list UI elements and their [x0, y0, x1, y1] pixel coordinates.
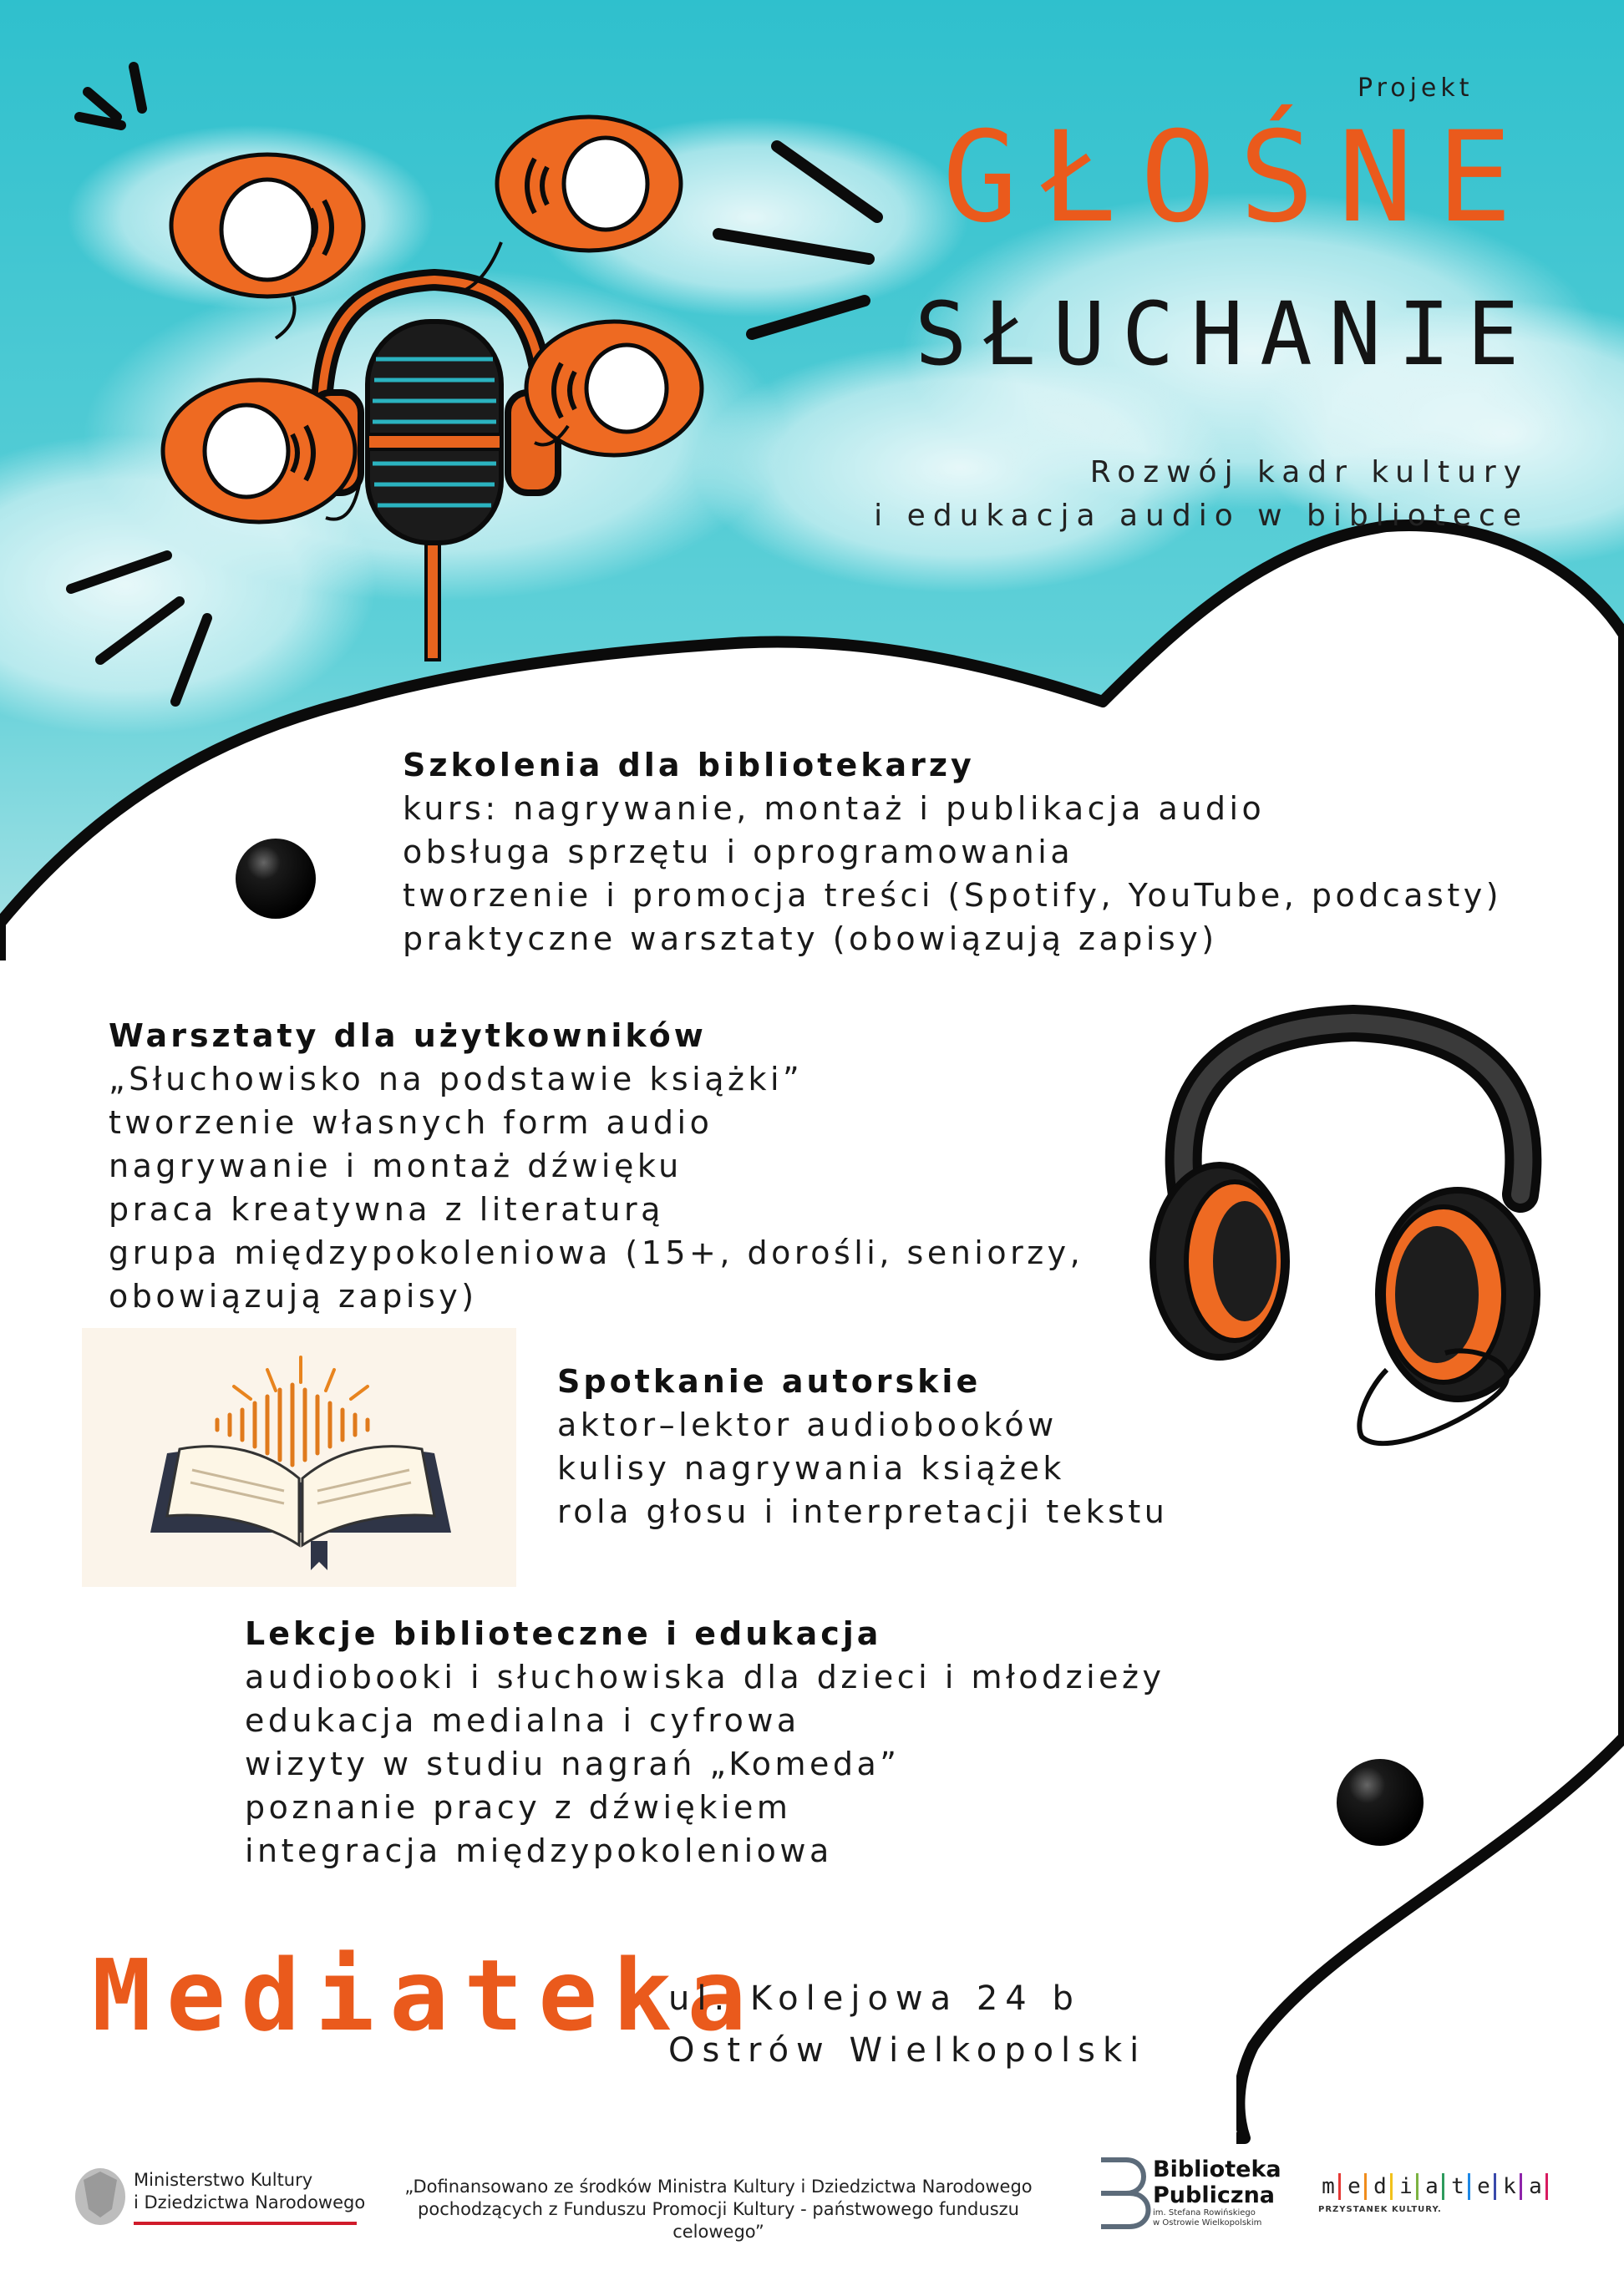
mediateka-logo-letter: a [1422, 2173, 1444, 2200]
section-librarians [403, 743, 1502, 960]
list-item: obowiązują zapisy) [109, 1278, 478, 1315]
ministry-name-line-1: Ministerstwo Kultury [134, 2170, 313, 2190]
title-line-2: SŁUCHANIE [915, 283, 1536, 385]
mediateka-logo-letter: e [1344, 2173, 1367, 2200]
list-item: edukacja medialna i cyfrowa [245, 1702, 800, 1739]
section-title: Warsztaty dla użytkowników [109, 1017, 707, 1054]
mediateka-logo [1318, 2173, 1552, 2214]
mediateka-logo-letter: m [1318, 2173, 1341, 2200]
library-logo [1153, 2157, 1281, 2228]
mediateka-logo-letter: i [1396, 2173, 1418, 2200]
mediateka-logo-letter: a [1525, 2173, 1548, 2200]
venue-name: Mediateka [92, 1938, 762, 2053]
list-item: poznanie pracy z dźwiękiem [245, 1789, 792, 1826]
bubble-woman [171, 155, 363, 297]
book-illustration [82, 1328, 516, 1587]
list-item: tworzenie i promocja treści (Spotify, YouTube, podcasty) [403, 877, 1503, 914]
section-lessons [245, 1612, 1165, 1873]
bubble-girl [497, 117, 681, 251]
mediateka-logo-letter: k [1500, 2173, 1522, 2200]
list-item: grupa międzypokoleniowa (15+, dorośli, seniorzy, [109, 1234, 1084, 1271]
tagline-line-1: Rozwój kadr kultury [1089, 455, 1529, 489]
list-item: praktyczne warsztaty (obowiązują zapisy) [403, 920, 1218, 957]
bubble-boy [526, 322, 702, 455]
list-item: rola głosu i interpretacji tekstu [557, 1493, 1169, 1530]
mediateka-logo-letters [1318, 2173, 1552, 2200]
section-title: Szkolenia dla bibliotekarzy [403, 747, 975, 783]
title-line-1: GŁOŚNE [942, 105, 1535, 251]
list-item: integracja międzypokoleniowa [245, 1832, 833, 1869]
list-item: tworzenie własnych form audio [109, 1104, 713, 1141]
list-item: aktor–lektor audiobooków [557, 1406, 1058, 1443]
list-item: kurs: nagrywanie, montaż i publikacja audio [403, 790, 1266, 827]
bubble-man [163, 380, 355, 522]
list-item: wizyty w studiu nagrań „Komeda” [245, 1746, 901, 1782]
section-title: Spotkanie autorskie [557, 1363, 982, 1400]
tagline-line-2: i edukacja audio w bibliotece [874, 499, 1529, 533]
list-item: kulisy nagrywania książek [557, 1450, 1065, 1487]
funding-note [372, 2176, 1065, 2243]
funding-line-1: „Dofinansowano ze środków Ministra Kultury i Dziedzictwa Narodowego [404, 2177, 1033, 2197]
mediateka-logo-letter: e [1474, 2173, 1496, 2200]
address-line-1: ul. Kolejowa 24 b [668, 1979, 1081, 2018]
section-title: Lekcje biblioteczne i edukacja [245, 1615, 882, 1652]
right-eye-dot [1337, 1759, 1424, 1846]
funding-line-2: pochodzących z Funduszu Promocji Kultury - państwowego funduszu celowego” [418, 2199, 1019, 2242]
library-sub-line-1: im. Stefana Rowińskiego [1153, 2208, 1256, 2217]
list-item: praca kreatywna z literaturą [109, 1191, 664, 1228]
ministry-logo [134, 2169, 365, 2214]
mediateka-logo-letter: d [1370, 2173, 1393, 2200]
ministry-name-line-2: i Dziedzictwa Narodowego [134, 2192, 366, 2212]
list-item: audiobooki i słuchowiska dla dzieci i młodzieży [245, 1659, 1165, 1695]
library-name-line-2: Publiczna [1153, 2182, 1276, 2208]
list-item: „Słuchowisko na podstawie książki” [109, 1061, 804, 1097]
mediateka-logo-sub: PRZYSTANEK KULTURY. [1318, 2205, 1442, 2214]
left-eye-dot [236, 839, 316, 919]
library-name-line-1: Biblioteka [1153, 2157, 1281, 2182]
list-item: nagrywanie i montaż dźwięku [109, 1148, 683, 1184]
project-label: Projekt [1358, 73, 1474, 103]
address-line-2: Ostrów Wielkopolski [668, 2031, 1147, 2070]
library-sub-line-2: w Ostrowie Wielkopolskim [1153, 2218, 1262, 2228]
section-users [109, 1014, 1084, 1318]
mediateka-logo-letter: t [1448, 2173, 1470, 2200]
section-author-meeting [557, 1360, 1168, 1533]
list-item: obsługa sprzętu i oprogramowania [403, 834, 1074, 870]
